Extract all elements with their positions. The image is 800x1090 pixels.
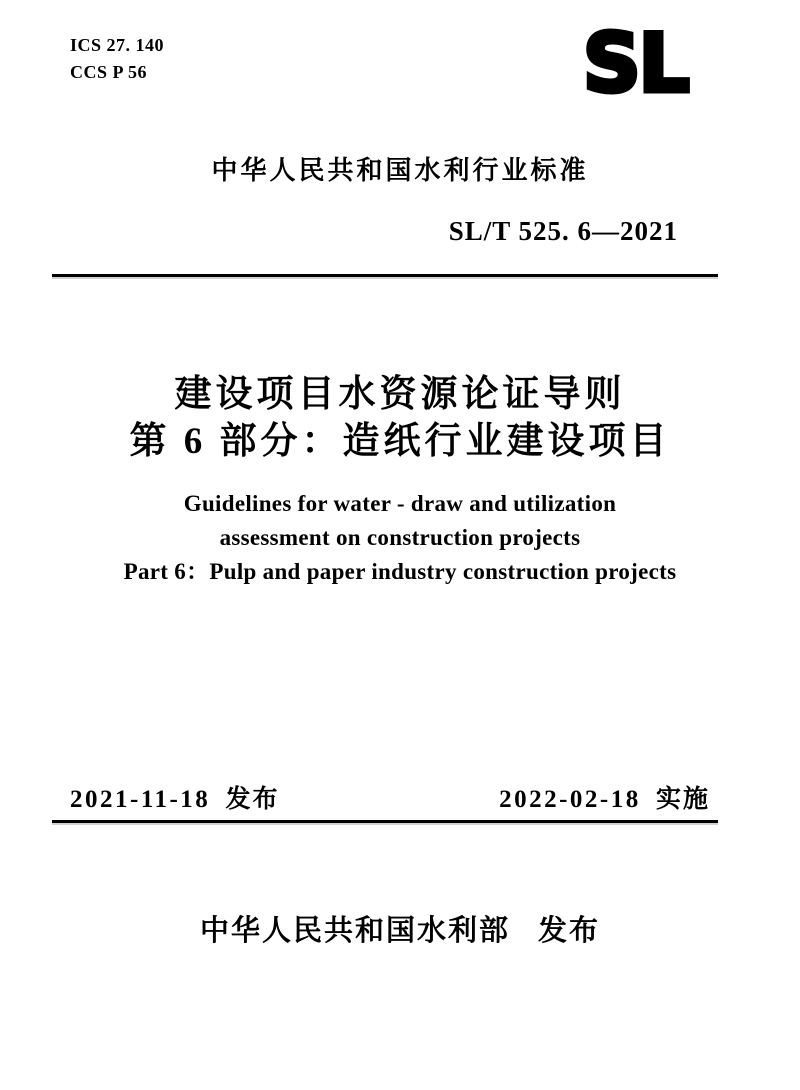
implement-date-group <box>499 779 710 815</box>
title-en-line1: Guidelines for water - draw and utilization <box>183 491 617 516</box>
title-zh-line2: 第 6 部分：造纸行业建设项目 <box>129 421 671 462</box>
issue-date-group <box>70 779 280 815</box>
title-chinese <box>0 371 800 465</box>
title-english <box>0 487 800 589</box>
standard-number: SL/T 525. 6—2021 <box>448 216 678 246</box>
publisher-action: 发布 <box>538 915 601 947</box>
issue-date-label: 发布 <box>225 785 280 813</box>
sl-logo: SL <box>583 17 688 110</box>
implement-date: 2022-02-18 <box>499 786 641 813</box>
title-en-line2: assessment on construction projects <box>219 525 581 550</box>
implement-date-label: 实施 <box>655 785 710 813</box>
publisher-row <box>0 908 800 949</box>
title-zh-line1: 建设项目水资源论证导则 <box>174 374 626 415</box>
bottom-divider-line <box>52 820 718 823</box>
publisher-name: 中华人民共和国水利部 <box>199 915 510 947</box>
dates-row <box>70 779 710 815</box>
classification-codes <box>70 32 164 86</box>
issue-date: 2021-11-18 <box>70 786 211 813</box>
top-divider-line <box>52 274 718 277</box>
ics-code: ICS 27. 140 <box>70 35 165 55</box>
ccs-code: CCS P 56 <box>70 62 148 82</box>
standard-category-title: 中华人民共和国水利行业标准 <box>211 155 589 185</box>
title-en-line3: Part 6：Pulp and paper industry construction projects <box>123 559 677 584</box>
